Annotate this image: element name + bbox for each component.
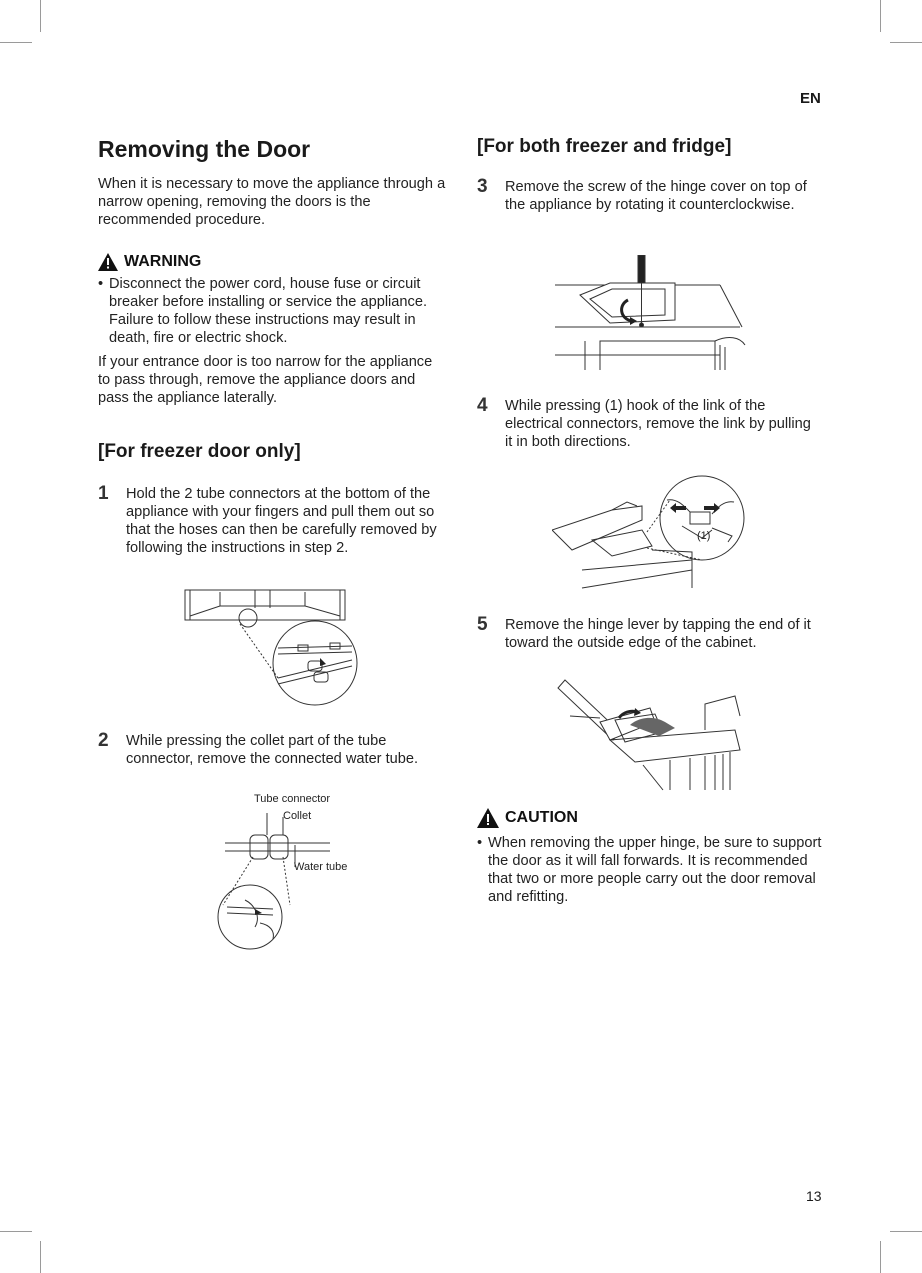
warning-triangle-icon [98, 253, 118, 271]
label-hook-1: (1) [697, 530, 711, 542]
warning-label: WARNING [124, 253, 202, 270]
crop-mark-bottom-right-h [890, 1231, 922, 1232]
crop-mark-bottom-right-v [880, 1241, 881, 1273]
caution-label: CAUTION [505, 809, 578, 826]
step-3 [477, 178, 822, 214]
page-title: Removing the Door [98, 136, 311, 162]
step-4 [477, 397, 822, 451]
figure-hinge-lever-hammer [555, 670, 745, 792]
caution-bullet [477, 834, 822, 906]
warning-bullet [98, 275, 448, 347]
label-tube-connector: Tube connector [254, 793, 331, 805]
bullet-dot: • [98, 276, 104, 292]
step-number: 4 [477, 395, 488, 416]
right-column [477, 136, 822, 214]
step-text: Hold the 2 tube connectors at the bottom of the appliance with your fingers and pull them out so that the hoses can then be carefully removed by following the instructions in step 2. [126, 486, 437, 556]
figure-electrical-connectors [552, 470, 748, 590]
label-water-tube: Water tube [294, 861, 348, 873]
warning-text: Disconnect the power cord, house fuse or circuit breaker before installing or service the appliance. Failure to follow these instructions may result in death, fire or electric shock. [109, 276, 427, 346]
crop-mark-bottom-left-h [0, 1231, 32, 1232]
step-2-block [98, 732, 448, 768]
step-number: 3 [477, 176, 488, 197]
figure-collet-detail [215, 805, 335, 955]
section-title-both: [For both freezer and fridge] [477, 136, 732, 157]
caution-text: When removing the upper hinge, be sure to support the door as it will fall forwards. It is recommended that two or more people carry out the door removal and refitting. [488, 835, 822, 905]
step-2 [98, 732, 448, 768]
intro-paragraph: When it is necessary to move the appliance through a narrow opening, removing the doors is the recommended procedure. [98, 176, 446, 228]
figure-hinge-cover-screw [550, 255, 750, 373]
caution-block [477, 808, 822, 906]
step-number: 2 [98, 730, 109, 751]
step-4-block [477, 397, 822, 451]
entrance-note: If your entrance door is too narrow for the appliance to pass through, remove the appliance doors and pass the appliance laterally. [98, 354, 433, 406]
step-text: While pressing the collet part of the tube connector, remove the connected water tube. [126, 733, 419, 767]
label-collet: Collet [283, 810, 312, 822]
step-5 [477, 616, 822, 652]
section-title-freezer: [For freezer door only] [98, 441, 301, 462]
step-text: Remove the screw of the hinge cover on top of the appliance by rotating it counterclockwise. [505, 179, 807, 213]
crop-mark-top-right-v [880, 0, 881, 32]
step-text: Remove the hinge lever by tapping the end of it toward the outside edge of the cabinet. [505, 617, 811, 651]
warning-heading [98, 253, 448, 271]
figure-tube-connectors [180, 588, 365, 710]
step-number: 5 [477, 614, 488, 635]
caution-triangle-icon [477, 808, 499, 828]
crop-mark-top-right-h [890, 42, 922, 43]
step-text: While pressing (1) hook of the link of the electrical connectors, remove the link by pulling it in both directions. [505, 398, 811, 450]
bullet-dot: • [477, 835, 483, 851]
step-number: 1 [98, 483, 109, 504]
caution-heading [477, 808, 822, 828]
step-5-block [477, 616, 822, 652]
page-number: 13 [806, 1188, 822, 1204]
step-1 [98, 485, 448, 557]
crop-mark-top-left-v [40, 0, 41, 32]
language-indicator: EN [800, 90, 821, 107]
left-column [98, 136, 448, 557]
crop-mark-bottom-left-v [40, 1241, 41, 1273]
crop-mark-top-left-h [0, 42, 32, 43]
